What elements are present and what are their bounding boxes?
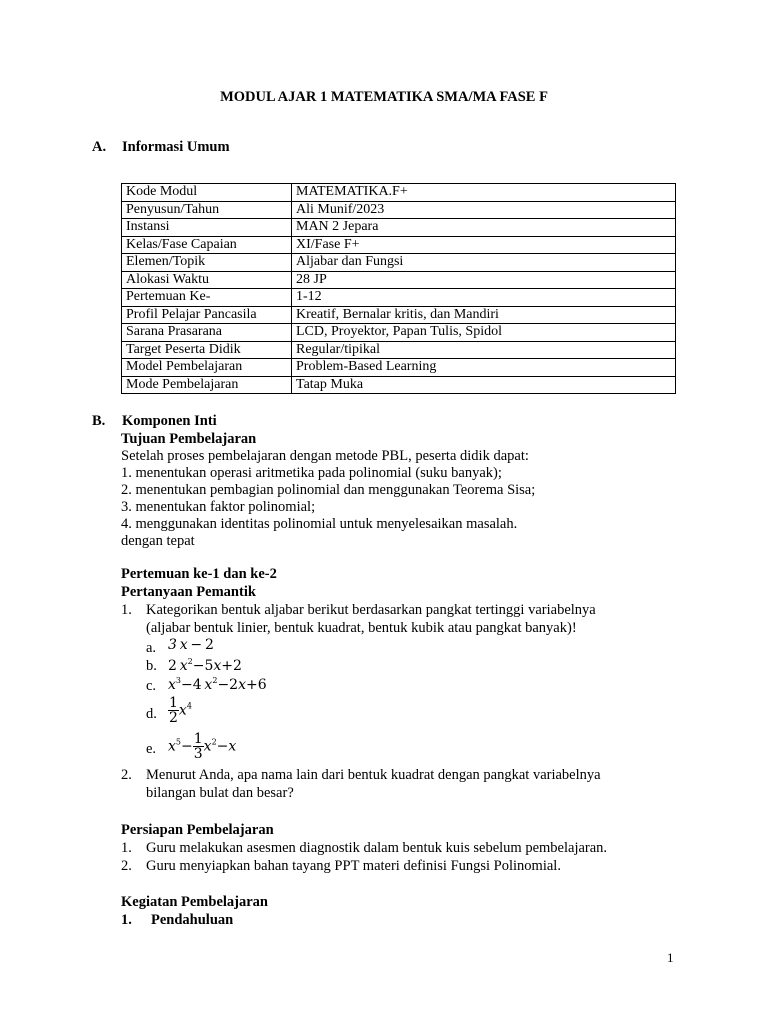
info-table [121, 183, 676, 394]
question-2-text-cont: bilangan bulat dan besar? [146, 785, 294, 801]
pertemuan-heading: Pertemuan ke-1 dan ke-2 [121, 566, 277, 582]
option-b-expression: 2 $x^2-5x+2$ [168, 657, 242, 674]
info-table-key: Target Peserta Didik [122, 341, 292, 359]
info-table-row [122, 359, 676, 377]
info-table-value: MATEMATIKA.F+ [292, 184, 676, 202]
info-table-row [122, 184, 676, 202]
info-table-value: Regular/tipikal [292, 341, 676, 359]
question-1-number: 1. [121, 602, 132, 618]
section-a-letter: A. [92, 139, 107, 155]
option-e-label: e. [146, 741, 157, 757]
pemantik-heading: Pertanyaan Pemantik [121, 584, 256, 600]
section-b-letter: B. [92, 413, 106, 429]
tujuan-heading: Tujuan Pembelajaran [121, 431, 257, 447]
tujuan-intro: Setelah proses pembelajaran dengan metode PBL, peserta didik dapat: [121, 448, 529, 464]
info-table-key: Kelas/Fase Capaian [122, 236, 292, 254]
question-2-text: Menurut Anda, apa nama lain dari bentuk kuadrat dengan pangkat variabelnya [146, 767, 601, 783]
info-table-key: Kode Modul [122, 184, 292, 202]
persiapan-item-number: 1. [121, 840, 132, 856]
info-table-value: LCD, Proyektor, Papan Tulis, Spidol [292, 324, 676, 342]
option-a-expression: 3 x − 2 [168, 637, 214, 653]
info-table-row [122, 289, 676, 307]
info-table-row [122, 324, 676, 342]
option-c-expression: $x^3-4$ $x^2-2x+6$ [168, 676, 267, 693]
section-a-heading: Informasi Umum [122, 139, 230, 155]
info-table-value: Aljabar dan Fungsi [292, 254, 676, 272]
document-title: MODUL AJAR 1 MATEMATIKA SMA/MA FASE F [220, 89, 548, 105]
persiapan-item-text: Guru melakukan asesmen diagnostik dalam bentuk kuis sebelum pembelajaran. [146, 840, 608, 856]
info-table-row [122, 376, 676, 394]
info-table-value: XI/Fase F+ [292, 236, 676, 254]
info-table-value: Kreatif, Bernalar kritis, dan Mandiri [292, 306, 676, 324]
info-table-key: Mode Pembelajaran [122, 376, 292, 394]
page-number: 1 [667, 950, 674, 965]
info-table-row [122, 236, 676, 254]
info-table-key: Alokasi Waktu [122, 271, 292, 289]
option-e-expression: $x^5-$ $\frac{1}{3}$ $x^2-x$ [168, 731, 237, 762]
persiapan-item-text: Guru menyiapkan bahan tayang PPT materi definisi Fungsi Polinomial. [146, 858, 561, 874]
option-d-expression: $\frac{1}{2}$ $x^4$ [169, 695, 192, 726]
option-c-label: c. [146, 678, 157, 694]
tujuan-closing: dengan tepat [121, 533, 195, 549]
info-table-key: Sarana Prasarana [122, 324, 292, 342]
persiapan-heading: Persiapan Pembelajaran [121, 822, 274, 838]
question-1-text: Kategorikan bentuk aljabar berikut berdasarkan pangkat tertinggi variabelnya [146, 602, 596, 618]
info-table-key: Penyusun/Tahun [122, 201, 292, 219]
info-table-value: Tatap Muka [292, 376, 676, 394]
option-d-label: d. [146, 706, 157, 722]
info-table-row [122, 341, 676, 359]
option-b-label: b. [146, 658, 157, 674]
info-table-value: MAN 2 Jepara [292, 219, 676, 237]
info-table-key: Instansi [122, 219, 292, 237]
info-table-value: 1-12 [292, 289, 676, 307]
question-1-text-cont: (aljabar bentuk linier, bentuk kuadrat, bentuk kubik atau pangkat banyak)! [146, 620, 577, 636]
tujuan-item: 3. menentukan faktor polinomial; [121, 499, 316, 515]
info-table-key: Model Pembelajaran [122, 359, 292, 377]
info-table-row [122, 219, 676, 237]
info-table-value: 28 JP [292, 271, 676, 289]
info-table-row [122, 201, 676, 219]
persiapan-item-number: 2. [121, 858, 132, 874]
kegiatan-sub-heading: Pendahuluan [151, 912, 234, 928]
info-table-value: Ali Munif/2023 [292, 201, 676, 219]
info-table-key: Profil Pelajar Pancasila [122, 306, 292, 324]
info-table-row [122, 271, 676, 289]
question-2-number: 2. [121, 767, 132, 783]
section-b-heading: Komponen Inti [122, 413, 217, 429]
tujuan-item: 4. menggunakan identitas polinomial untuk menyelesaikan masalah. [121, 516, 518, 532]
info-table-value: Problem-Based Learning [292, 359, 676, 377]
info-table-row [122, 306, 676, 324]
info-table-row [122, 254, 676, 272]
tujuan-item: 1. menentukan operasi aritmetika pada polinomial (suku banyak); [121, 465, 502, 481]
tujuan-item: 2. menentukan pembagian polinomial dan menggunakan Teorema Sisa; [121, 482, 536, 498]
option-a-label: a. [146, 640, 157, 656]
kegiatan-heading: Kegiatan Pembelajaran [121, 894, 268, 910]
info-table-key: Pertemuan Ke- [122, 289, 292, 307]
info-table-key: Elemen/Topik [122, 254, 292, 272]
kegiatan-sub-number: 1. [121, 912, 132, 928]
